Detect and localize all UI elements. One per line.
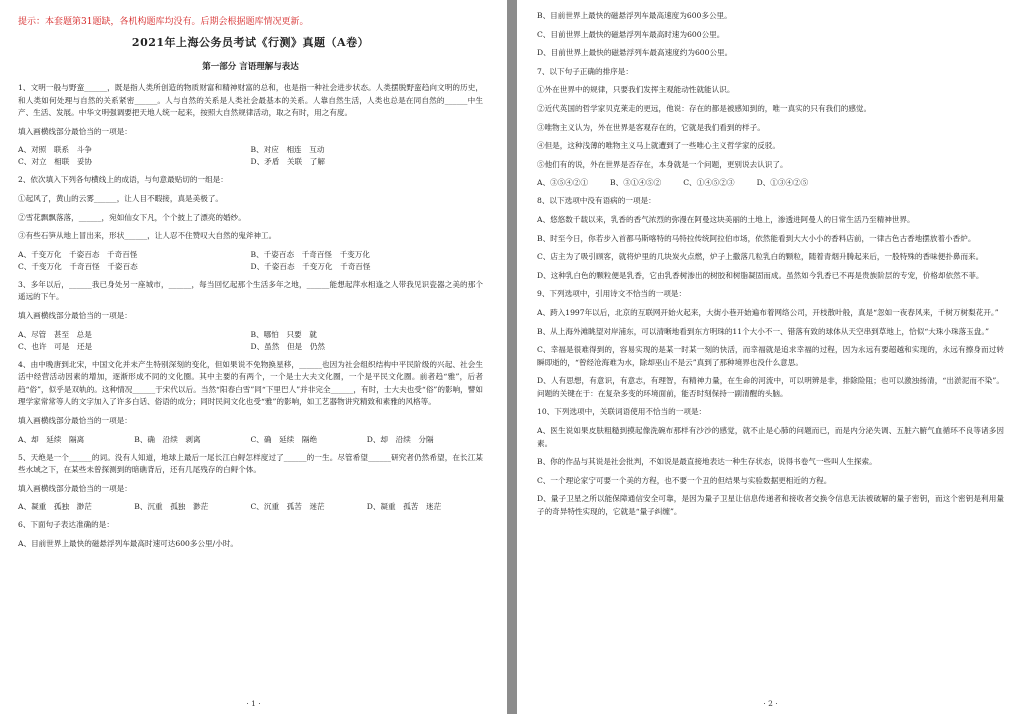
question-2: 2、依次填入下列各句横线上的成语，与句意最贴切的一组是：	[18, 175, 228, 185]
option-b: B、沉重 孤独 渺茫	[134, 502, 209, 512]
page-2	[517, 0, 1024, 714]
option-c: C、对立 相联 妥协	[18, 157, 93, 167]
option-d: D、矛盾 关联 了解	[250, 157, 325, 167]
question-3-prompt: 填入画横线部分最恰当的一项是：	[18, 310, 132, 320]
option-a: A、对照 联系 斗争	[18, 145, 92, 155]
page-number: · 2 ·	[763, 699, 778, 708]
question-7-sentence-2: ②近代英国的哲学家贝克莱走的更远，他说：存在的都是被感知到的，唯一真实的只有我们的感觉。	[537, 103, 872, 113]
option-a: A、却 延续 隔离	[18, 434, 85, 444]
question-7-sentence-1: ①外在世界中的规律，只要我们发挥主观能动性就能认识。	[537, 85, 735, 95]
option-b: B、③①④⑤②	[610, 178, 662, 188]
question-10-option-d: D、量子卫星之所以能保障通信安全可靠，是因为量子卫星让信息传递者和接收者交换令信息无法被破解的量子密钥，而这个密钥是利用量子的奇异特性实现的，它就是“量子纠缠”。	[537, 494, 1004, 517]
question-3-options	[18, 329, 483, 353]
question-8-option-d: D、这种乳白色的颗粒便是乳香，它由乳香树渗出的树胶和树脂凝固而成。虽然如今乳香已不再是贵族阶层的专宠，价格却依然不菲。	[537, 270, 984, 280]
question-7-options	[537, 177, 1004, 189]
question-7-sentence-3: ③唯物主义认为，外在世界是客观存在的，它就是我们看到的样子。	[537, 122, 765, 132]
question-6-option-a: A、目前世界上最快的磁悬浮列车最高时速可达600多公里/小时。	[18, 538, 238, 548]
question-5: 5、天绝是一个______的词。没有人知道，地球上最后一尾长江白鲟怎样度过了______的一生。尽管希望______研究者仍然希望，在长江某些水域之下，在某些未曾探测到的暗礁背后，还有几尾残存的白鲟个体。	[18, 452, 483, 475]
question-4-options	[18, 434, 483, 446]
option-d: D、凝重 孤苦 迷茫	[366, 502, 442, 512]
question-10: 10、下列选项中，关联词语使用不恰当的一项是：	[537, 407, 707, 417]
option-b: B、确 沿续 剥离	[134, 434, 201, 444]
option-d: D、①③④②⑤	[756, 178, 809, 188]
question-9-option-a: A、跨入1997年以后，北京的互联网开始火起来，大街小巷开始遍布着网络公司，开枝散叶般，真是“忽如一夜春风来，千树万树梨花开。”	[537, 307, 999, 317]
question-8: 8、以下选项中没有语病的一项是：	[537, 196, 656, 206]
question-8-option-a: A、悠悠数千载以来，乳香的香气浓烈的弥漫在阿曼这块美丽的土地上，渗透进阿曼人的日常生活乃至精神世界。	[537, 214, 915, 224]
question-9-option-c: C、幸福是很难得到的，容易实现的是某一时某一刻的快活，而幸福就是追求幸福的过程，因为永远有要超越和实现的，永远有擦身而过转瞬即逝的，“曾经沧海难为水，除却巫山不是云”真到了那种境界也没什么意思。	[537, 345, 1004, 367]
question-1-options	[18, 144, 483, 168]
option-a: A、千变万化 千姿百态 千奇百怪	[18, 249, 138, 259]
option-c: C、确 延续 隔绝	[250, 434, 318, 444]
option-a: A、凝重 孤独 渺茫	[18, 502, 92, 512]
page-1	[0, 0, 507, 714]
question-8-option-c: C、店主为了吸引顾客，就将炉里的几块炭火点燃，炉子上撒落几粒乳白的颗粒，随着青烟升腾起来后，一股特殊的香味便扑鼻而来。	[537, 252, 984, 262]
option-c: C、也许 可是 还是	[18, 341, 93, 351]
page-number: · 1 ·	[246, 699, 261, 708]
question-6-option-d: D、目前世界上最快的磁悬浮列车最高速度约为600公里。	[537, 48, 733, 58]
question-2-sentence-3: ③有些石笋从地上冒出来，形状______，让人忍不住赞叹大自然的鬼斧神工。	[18, 231, 277, 241]
option-d: D、千姿百态 千变万化 千奇百怪	[250, 261, 371, 271]
question-5-prompt: 填入画横线部分最恰当的一项是：	[18, 483, 132, 493]
question-4-prompt: 填入画横线部分最恰当的一项是：	[18, 415, 132, 425]
notice-text: 提示：本套题第31题缺，各机构题库均没有。后期会根据题库情况更新。	[18, 17, 309, 27]
option-b: B、哪怕 只要 就	[250, 329, 317, 339]
question-9: 9、下列选项中，引用诗文不恰当的一项是：	[537, 289, 687, 299]
question-3: 3、多年以后，______我已身处另一座城市，______，每当回忆起那个生活多年之地，______能想起萍水相逢之人带我见识瓷器之美的那个遥远的下午。	[18, 279, 483, 302]
question-1-prompt: 填入画横线部分最恰当的一项是：	[18, 126, 132, 136]
question-6: 6、下面句子表达准确的是：	[18, 520, 114, 530]
question-4: 4、由中晚唐到北宋，中国文化并未产生特别深刻的变化，但如果说不免物换星移，______也因为社会组织结构中平民阶级的兴起、社会生活中经营活动因素的增加，逐渐形成不同的文化圈。其中主要的有两个，一个是士大夫文化圈，一个是平民文化圈。前者趋“雅”，后者趋“俗”，似乎是双轨的。这种情况______于宋代以后。当然“阳春白雪”同“下里巴人”并非完全______，有时，士大夫也受“俗”的影响，譬如理学家常常等人的文字加入了许多白话、俗语的成分；同时民间文化也受“雅”的影响，如工艺器物讲究精致和素雅的风格等。	[18, 359, 483, 407]
question-8-option-b: B、时至今日，你若步入首都马斯喀特的马特拉传统阿拉伯市场，依然能看到大大小小的香料店前，一律古色古香地摆放着小香炉。	[537, 233, 976, 243]
question-9-option-b: B、从上海外滩眺望对岸浦东，可以清晰地看到东方明珠的11个大小不一、错落有致的球体从天空串到草地上，恰似“大珠小珠落玉盘。”	[537, 326, 990, 336]
question-5-options	[18, 501, 483, 513]
option-b: B、对应 相连 互动	[250, 145, 325, 155]
question-2-options	[18, 249, 483, 273]
question-10-option-b: B、你的作品与其说是社会批判，不如说是最直接地表达一种生存状态，说得书卷气一些叫人生探索。	[537, 457, 877, 467]
question-2-sentence-1: ①起风了，黄山的云雾______，让人目不暇接，真是美极了。	[18, 193, 224, 203]
question-1: 1、文明一般与野蛮______，既是指人类所创造的物质财富和精神财富的总和，也是指一种社会进步状态。人类摆脱野蛮趋向文明的历史，和人类如何处理与自然的关系紧密______。人与自然的关系是人类社会最基本的关系。人靠自然生活，人类也总是在同自然的______中生产、生活、发展。中华文明强调要把天地人统一起来，按照大自然规律活动，取之有时，用之有度。	[18, 83, 483, 118]
question-9-option-d: D、人有思想，有意识，有意志，有理智，有精神力量，在生命的河流中，可以明辨是非，排除险阻；也可以激浊扬清，“出淤泥而不染”。问题的关键在于：在复杂多变的环境面前，能否时刻保持一副清醒的头脑。	[537, 376, 1004, 398]
option-a: A、尽管 甚至 总是	[18, 329, 92, 339]
option-c: C、千变万化 千奇百怪 千姿百态	[18, 261, 138, 271]
question-7-sentence-5: ⑤他们有的说，外在世界是否存在，本身就是一个问题，更别说去认识了。	[537, 159, 788, 169]
option-d: D、却 沿续 分隔	[366, 434, 434, 444]
option-c: C、①④⑤②③	[683, 178, 735, 188]
question-6-option-b: B、目前世界上最快的磁悬浮列车最高速度为600多公里。	[537, 11, 732, 20]
document-title: 2021年上海公务员考试《行测》真题（A卷）	[131, 36, 370, 49]
option-a: A、③⑤④②①	[537, 178, 589, 188]
question-10-option-c: C、一个理论家宁可要一个美的方程，也不要一个丑的但结果与实验数据更相近的方程。	[537, 475, 832, 485]
question-7: 7、以下句子正确的排序是：	[537, 66, 633, 76]
question-2-sentence-2: ②雪花飘飘落落，______，宛如仙女下凡，个个披上了漂亮的婚纱。	[18, 212, 246, 222]
option-d: D、虽然 但是 仍然	[250, 341, 325, 351]
question-10-option-a: A、医生说如果皮肤粗糙到摸起像洗碗布那样有沙沙的感觉，就不止是心肺的问题而已，而是内分泌失调、五脏六腑气血循环不良等诸多因素。	[537, 426, 1004, 448]
question-6-option-c: C、目前世界上最快的磁悬浮列车最高时速为600公里。	[537, 29, 725, 39]
option-c: C、沉重 孤苦 迷茫	[250, 502, 325, 512]
question-7-sentence-4: ④但是，这种浅薄的唯物主义马上就遭到了一些唯心主义哲学家的反驳。	[537, 141, 780, 151]
option-b: B、千姿百态 千奇百怪 千变万化	[250, 249, 370, 259]
section-heading: 第一部分 言语理解与表达	[202, 62, 299, 72]
